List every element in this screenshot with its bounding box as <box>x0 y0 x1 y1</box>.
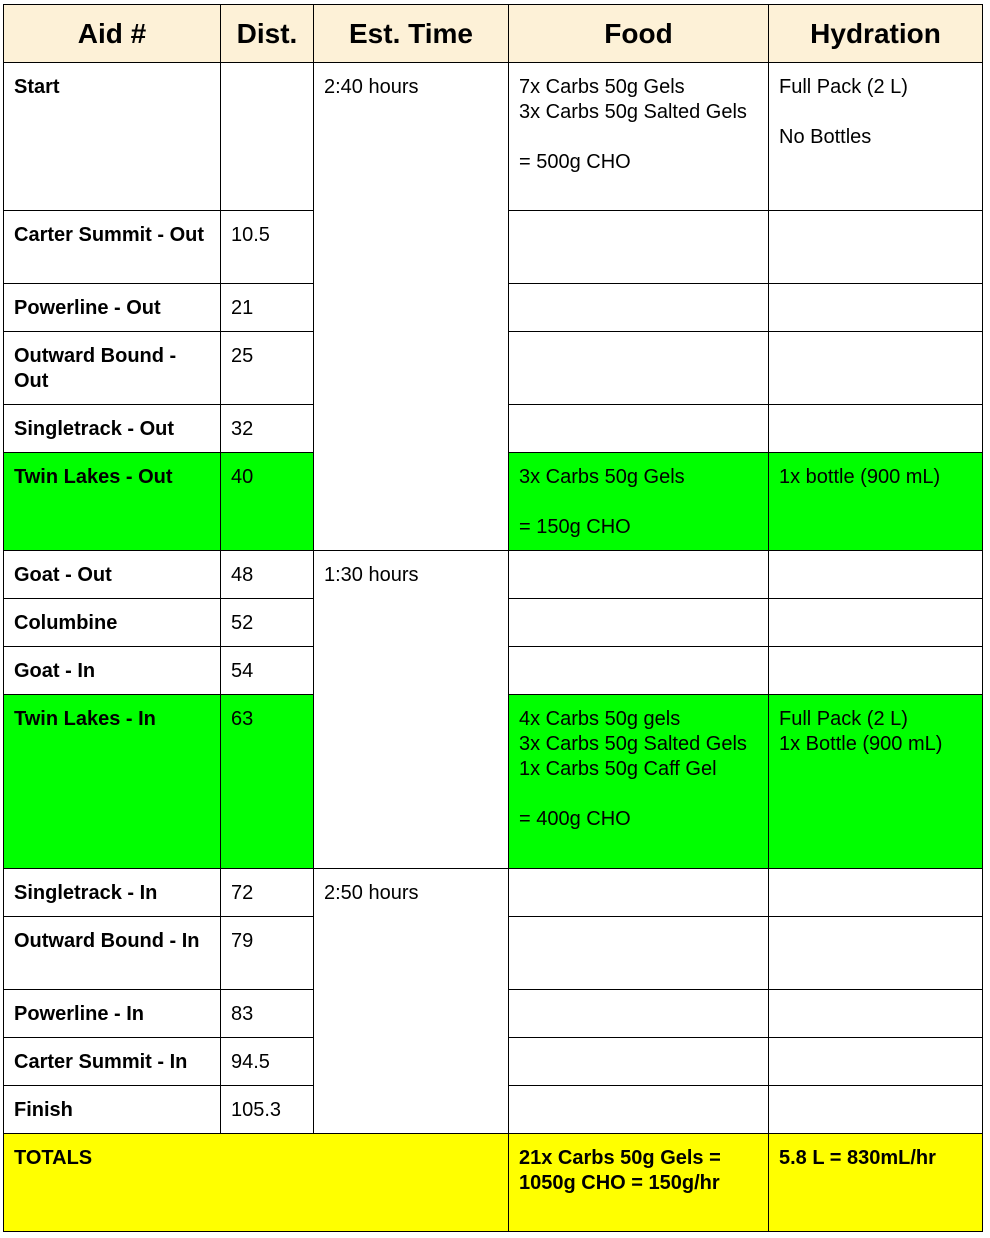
distance-cell: 79 <box>221 917 314 990</box>
aid-cell: Twin Lakes - Out <box>4 453 221 551</box>
hydration-cell: Full Pack (2 L) No Bottles <box>769 63 983 211</box>
hydration-cell <box>769 599 983 647</box>
aid-cell: Carter Summit - In <box>4 1038 221 1086</box>
hydration-cell <box>769 211 983 284</box>
table-row <box>4 63 983 211</box>
distance-cell: 105.3 <box>221 1086 314 1134</box>
distance-cell: 40 <box>221 453 314 551</box>
aid-cell: Singletrack - Out <box>4 405 221 453</box>
food-cell <box>509 647 769 695</box>
distance-cell: 48 <box>221 551 314 599</box>
hydration-cell <box>769 1086 983 1134</box>
distance-cell: 10.5 <box>221 211 314 284</box>
header-est-time: Est. Time <box>314 5 509 63</box>
hydration-cell <box>769 917 983 990</box>
aid-cell: Finish <box>4 1086 221 1134</box>
hydration-cell <box>769 1038 983 1086</box>
aid-cell: Outward Bound - Out <box>4 332 221 405</box>
est-time-cell: 1:30 hours <box>314 551 509 869</box>
distance-cell: 83 <box>221 990 314 1038</box>
header-row <box>4 5 983 63</box>
hydration-cell <box>769 551 983 599</box>
aid-cell: Singletrack - In <box>4 869 221 917</box>
aid-cell: Start <box>4 63 221 211</box>
food-cell <box>509 990 769 1038</box>
hydration-cell: Full Pack (2 L) 1x Bottle (900 mL) <box>769 695 983 869</box>
hydration-cell <box>769 405 983 453</box>
totals-food: 21x Carbs 50g Gels = 1050g CHO = 150g/hr <box>509 1134 769 1232</box>
aid-station-plan-table <box>3 4 983 1232</box>
totals-row <box>4 1134 983 1232</box>
food-cell <box>509 869 769 917</box>
aid-cell: Goat - In <box>4 647 221 695</box>
food-cell: 7x Carbs 50g Gels 3x Carbs 50g Salted Gels = 500g CHO <box>509 63 769 211</box>
aid-cell: Carter Summit - Out <box>4 211 221 284</box>
distance-cell: 54 <box>221 647 314 695</box>
food-cell <box>509 917 769 990</box>
food-cell <box>509 211 769 284</box>
hydration-cell <box>769 332 983 405</box>
aid-cell: Twin Lakes - In <box>4 695 221 869</box>
header-distance: Dist. <box>221 5 314 63</box>
distance-cell: 63 <box>221 695 314 869</box>
header-food: Food <box>509 5 769 63</box>
header-aid: Aid # <box>4 5 221 63</box>
food-cell <box>509 405 769 453</box>
aid-cell: Goat - Out <box>4 551 221 599</box>
distance-cell: 52 <box>221 599 314 647</box>
food-cell <box>509 551 769 599</box>
aid-cell: Outward Bound - In <box>4 917 221 990</box>
distance-cell: 94.5 <box>221 1038 314 1086</box>
distance-cell: 32 <box>221 405 314 453</box>
header-hydration: Hydration <box>769 5 983 63</box>
table-row <box>4 551 983 599</box>
totals-label: TOTALS <box>4 1134 509 1232</box>
est-time-cell: 2:40 hours <box>314 63 509 551</box>
hydration-cell <box>769 284 983 332</box>
hydration-cell <box>769 869 983 917</box>
aid-cell: Columbine <box>4 599 221 647</box>
food-cell <box>509 284 769 332</box>
food-cell: 3x Carbs 50g Gels = 150g CHO <box>509 453 769 551</box>
food-cell <box>509 1086 769 1134</box>
distance-cell <box>221 63 314 211</box>
est-time-cell: 2:50 hours <box>314 869 509 1134</box>
table-row <box>4 869 983 917</box>
aid-cell: Powerline - In <box>4 990 221 1038</box>
totals-hydration: 5.8 L = 830mL/hr <box>769 1134 983 1232</box>
hydration-cell: 1x bottle (900 mL) <box>769 453 983 551</box>
hydration-cell <box>769 990 983 1038</box>
food-cell <box>509 332 769 405</box>
food-cell: 4x Carbs 50g gels 3x Carbs 50g Salted Gels 1x Carbs 50g Caff Gel = 400g CHO <box>509 695 769 869</box>
distance-cell: 72 <box>221 869 314 917</box>
distance-cell: 21 <box>221 284 314 332</box>
food-cell <box>509 1038 769 1086</box>
hydration-cell <box>769 647 983 695</box>
food-cell <box>509 599 769 647</box>
aid-cell: Powerline - Out <box>4 284 221 332</box>
distance-cell: 25 <box>221 332 314 405</box>
